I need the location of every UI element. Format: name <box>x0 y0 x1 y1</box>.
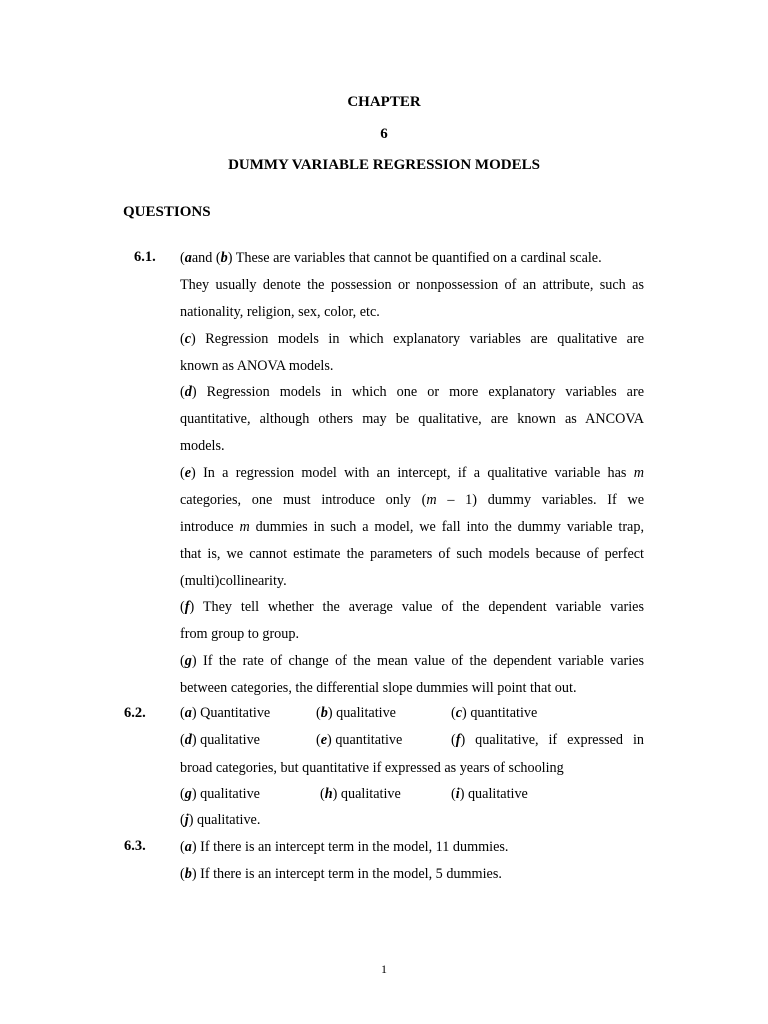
page-number: 1 <box>381 962 387 976</box>
question-number-6-3: 6.3. <box>124 838 146 854</box>
answer-line: between categories, the differential slope dummies will point that out. <box>180 680 577 696</box>
answer-line: (c) Regression models in which explanatory variables are qualitative are <box>180 331 644 347</box>
answer-line: nationality, religion, sex, color, etc. <box>180 304 380 320</box>
answer-item: (a) Quantitative <box>180 705 271 721</box>
answer-line: (b) If there is an intercept term in the model, 5 dummies. <box>180 866 502 882</box>
question-number-6-2: 6.2. <box>124 705 146 721</box>
answer-line: quantitative, although others may be qualitative, are known as ANCOVA <box>180 411 644 427</box>
answer-item: (e) quantitative <box>316 732 403 748</box>
answer-line: models. <box>180 438 225 454</box>
answer-line: (e) In a regression model with an intercept, if a qualitative variable has m <box>180 465 644 481</box>
answer-line: known as ANOVA models. <box>180 358 334 374</box>
answer-line: (g) If the rate of change of the mean value of the dependent variable varies <box>180 653 644 669</box>
answer-item: (d) qualitative <box>180 732 260 748</box>
answer-line: (aand (b) These are variables that cannot be quantified on a cardinal scale. <box>180 250 602 266</box>
chapter-title: DUMMY VARIABLE REGRESSION MODELS <box>228 157 540 173</box>
answer-line: introduce m dummies in such a model, we fall into the dummy variable trap, <box>180 519 644 535</box>
section-heading: QUESTIONS <box>123 204 211 220</box>
question-number-6-1: 6.1. <box>134 249 156 265</box>
answer-line: (a) If there is an intercept term in the model, 11 dummies. <box>180 839 509 855</box>
answer-item: (f) qualitative, if expressed in <box>451 732 644 748</box>
answer-item: (g) qualitative <box>180 786 260 802</box>
answer-line: (f) They tell whether the average value of the dependent variable varies <box>180 599 644 615</box>
answer-line: (d) Regression models in which one or more explanatory variables are <box>180 384 644 400</box>
answer-item: (c) quantitative <box>451 705 538 721</box>
answer-line: broad categories, but quantitative if expressed as years of schooling <box>180 760 564 776</box>
answer-line: They usually denote the possession or nonpossession of an attribute, such as <box>180 277 644 293</box>
answer-line: from group to group. <box>180 626 300 642</box>
answer-item: (j) qualitative. <box>180 812 261 828</box>
answer-item: (b) qualitative <box>316 705 396 721</box>
chapter-number: 6 <box>380 126 388 142</box>
answer-item: (i) qualitative <box>451 786 528 802</box>
chapter-label: CHAPTER <box>347 94 421 110</box>
answer-line: (multi)collinearity. <box>180 573 287 589</box>
answer-line: that is, we cannot estimate the parameters of such models because of perfect <box>180 546 644 562</box>
answer-line: categories, one must introduce only (m – 1) dummy variables. If we <box>180 492 644 508</box>
answer-item: (h) qualitative <box>320 786 401 802</box>
